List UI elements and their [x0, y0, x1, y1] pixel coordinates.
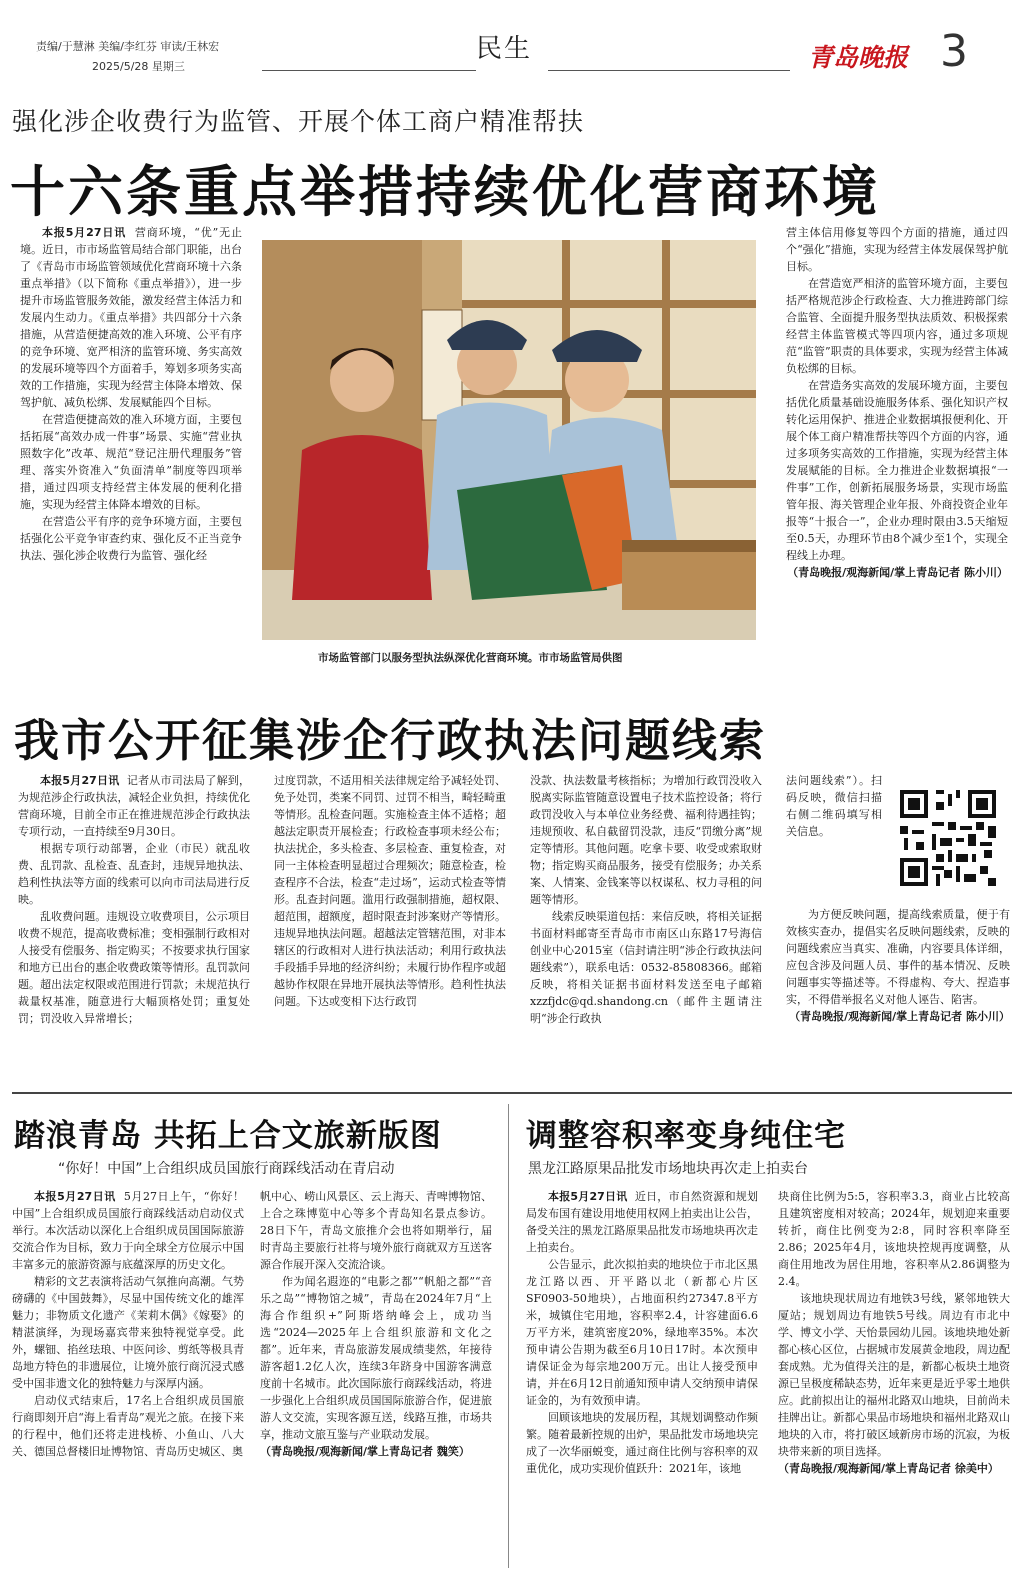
article3-paragraph: 作为闻名遐迩的“电影之都”“帆船之都”“音乐之岛”“博物馆之城”，青岛在2024年7月“上海合作组织+”阿斯塔纳峰会上，成功当选“2024—2025年上合组织旅游和文化之都”。近年来，青岛旅游发展成绩斐然，年接待游客超1.2亿人次，连续3年跻身中国游客满意度前十名城市。此次国际旅行商踩线活动，将进一步强化上合组织成员国国际旅游合作，促进旅游人文交流，实现客源互送，线路互推，市场共享，推动文旅互鉴与产业联动发展。: [260, 1275, 492, 1441]
masthead-rule-right: [548, 70, 790, 71]
article4-col-1: [526, 1188, 758, 1568]
article1-paragraph: 在营造公平有序的竞争环境方面，主要包括强化公平竞争审查约束、强化反不正当竞争执法、强化涉企收费行为监管、强化经: [20, 515, 242, 562]
section-title: 民生: [476, 34, 533, 64]
article3-dateline: 本报5月27日讯: [34, 1190, 116, 1203]
paper-logo: 青岛晚报: [808, 43, 909, 72]
article1-col-left: [20, 224, 242, 670]
editors-line: 责编/于慧淋 美编/李红芬 审读/王林宏: [36, 40, 220, 53]
article1-byline: （青岛晚报/观海新闻/掌上青岛记者 陈小川）: [787, 566, 1008, 579]
article3-col-1: [12, 1188, 244, 1568]
article2-paragraph: 过度罚款，不适用相关法律规定给予减轻处罚、免予处罚，类案不同罚、过罚不相当，畸轻畸重等情形。乱检查问题。实施检查主体不适格；超越法定职责开展检查；行政检查事项未经公布；执法扰企，多头检查、多层检查、重复检查，对同一主体检查明显超过合理频次；随意检查，检查程序不合法，检查“走过场”，运动式检查等情形。乱查封问题。滥用行政强制措施，超权限、超范围，超额度，超时限查封涉案财产等情形。违规异地执法问题。超越法定管辖范围，对非本辖区的行政相对人进行执法活动；利用行政执法手段插手异地的经济纠纷；未履行协作程序或超越协作权限在异地开展执法等情形。趋利性执法问题。下达或变相下达行政罚: [274, 774, 506, 1008]
article2-paragraph: 线索反映渠道包括：来信反映，将相关证据书面材料邮寄至青岛市市南区山东路17号海信创业中心2015室（信封请注明“涉企行政执法问题线索”），联系电话：0532-85808366。邮箱反映，将相关证据书面材料发送至电子邮箱xzzfjdc@qd.shandong.cn（邮件主题请注明“涉企行政执: [530, 910, 762, 1025]
article1-paragraph: 在营造宽严相济的监管环境方面，主要包括严格规范涉企行政检查、大力推进跨部门综合监管、全面提升服务型执法质效、积极探索经营主体监管模式等四项内容，通过多项规范“监管”职责的具体要求，实现为经营主体减负松绑的目标。: [786, 277, 1008, 375]
qr-code[interactable]: [896, 786, 1000, 890]
article2-col-3: [530, 772, 762, 1074]
article4-subheadline: 黑龙江路原果品批发市场地块再次走上拍卖台: [528, 1161, 808, 1177]
article1-kicker: 强化涉企收费行为监管、开展个体工商户精准帮扶: [12, 107, 585, 136]
article1-headline: 十六条重点举措持续优化营商环境: [10, 160, 881, 224]
article3-paragraph: 启动仪式结束后，17名上合组织成员国旅行商即刻开启“海上看青岛”观光之旅。在接下来的行程中，他们还将走进栈桥、小鱼山、八大关、德国总督楼旧址博物馆、青岛历史城区、奥: [12, 1394, 244, 1458]
article3-subheadline: “你好！中国”上合组织成员国旅行商踩线活动在青启动: [58, 1161, 395, 1177]
article4-dateline: 本报5月27日讯: [548, 1190, 628, 1203]
article1-photo-caption: 市场监管部门以服务型执法纵深优化营商环境。市市场监管局供图: [318, 652, 623, 664]
article2-paragraph: 为方便反映问题，提高线索质量，便于有效核实查办，提倡实名反映问题线索，反映的问题线索应当真实、准确，内容要具体详细，应包含涉及问题人员、事件的基本情况、反映问题事实等描述等。不得虚构、夸大、捏造事实，不得借举报名义对他人诬告、陷害。: [786, 908, 1010, 1006]
article4-paragraph: 回顾该地块的发展历程，其规划调整动作频繁。随着最新控规的出炉，果品批发市场地块完成了一次华丽蜕变，通过商住比例与容积率的双重优化，成功实现价值跃升：2021年，该地: [526, 1411, 758, 1475]
article1-paragraph: 在营造务实高效的发展环境方面，主要包括优化质量基础设施服务体系、强化知识产权转化运用保护、推进企业数据填报便利化、开展个体工商户精准帮扶等四个方面的内容，通过多项务实高效的工作措施，实现为经营主体发展赋能的目标。全力推进企业数据填报“一件事”工作，创新拓展服务场景，实现市场监管年报、海关管理企业年报、外商投资企业年报等“十报合一”，企业办理时限由3.5天缩短至0.5天，办理环节由8个减少至1个，实现全程线上办理。: [786, 379, 1008, 562]
article3-byline: （青岛晚报/观海新闻/掌上青岛记者 魏笑）: [260, 1445, 470, 1458]
article4-headline: 调整容积率变身纯住宅: [526, 1118, 846, 1154]
article3-paragraph: 帆中心、崂山风景区、云上海天、青啤博物馆、上合之珠博览中心等多个青岛知名景点参访。28日下午，青岛文旅推介会也将如期举行，届时青岛主要旅行社将与境外旅行商就双方互送客源合作展开深入交流洽谈。: [260, 1190, 492, 1271]
masthead-rule-left: [262, 70, 476, 71]
article2-headline: 我市公开征集涉企行政执法问题线索: [14, 714, 767, 767]
article3-col-2: [260, 1188, 492, 1568]
article2-paragraph: 记者从市司法局了解到，为规范涉企行政执法，减轻企业负担，持续优化营商环境，目前全市正在推进规范涉企行政执法专项行动，一直持续至9月30日。: [18, 774, 250, 838]
article3-headline: 踏浪青岛 共拓上合文旅新版图: [14, 1118, 442, 1154]
article3-paragraph: 5月27日上午，“你好！中国”上合组织成员国旅行商踩线活动启动仪式举行。本次活动以深化上合组织成员国国际旅游交流合作为目标，致力于向全球全方位展示中国丰富多元的旅游资源与底蕴深厚的历史文化。: [12, 1190, 244, 1271]
article4-paragraph: 近日，市自然资源和规划局发布国有建设用地使用权网上拍卖出让公告，备受关注的黑龙江路原果品批发市场地块再次走上拍卖台。: [526, 1190, 758, 1254]
article1-paragraph: 营商环境，“优”无止境。近日，市市场监管局结合部门职能，出台了《青岛市市场监管领域优化营商环境十六条重点举措》（以下简称《重点举措》），进一步提升市场监管服务效能，激发经营主体活力和发展内生动力。《重点举措》共四部分十六条措施，从营造便捷高效的准入环境、公平有序的竞争环境、宽严相济的监管环境、务实高效的发展环境等四个方面着手，筹划多项务实高效的工作措施，实现为经营主体降本增效、保驾护航、减负松绑、发展赋能四个目标。: [20, 226, 242, 409]
article2-dateline: 本报5月27日讯: [40, 774, 120, 787]
article2-col-4-top: [786, 772, 882, 900]
article1-paragraph: 在营造便捷高效的准入环境方面，主要包括拓展“高效办成一件事”场景、实施“营业执照数字化”改革、规范“登记注册代理服务”管理、落实外资准入“负面清单”制度等四项举措，通过四项支持经营主体发展的便利化措施，实现为经营主体降本增效的目标。: [20, 413, 242, 511]
article2-col-4-bottom: [786, 906, 1010, 1070]
article4-paragraph: 该地块现状周边有地铁3号线，紧邻地铁大厦站；规划周边有地铁5号线。周边有市北中学、博文小学、天怡景园幼儿园。该地块地处新都心核心区位，占据城市发展黄金地段，周边配套成熟。尤为值得关注的是，新都心板块土地资源已呈极度稀缺态势，近年来更是近乎零土地供应。此前拟出让的福州北路双山地块，目前尚未挂牌出让。新都心果品市场地块和福州北路双山地块的入市，将打破区域新房市场的沉寂，为板块带来新的项目选择。: [778, 1292, 1010, 1458]
page-number: 3: [940, 26, 968, 77]
column-divider: [508, 1104, 509, 1568]
article4-col-2: [778, 1188, 1010, 1568]
article1-dateline: 本报5月27日讯: [42, 226, 127, 239]
article2-paragraph: 没款、执法数量考核指标；为增加行政罚没收入脱离实际监管随意设置电子技术监控设备；将行政罚没收入与本单位业务经费、福利待遇挂钩；违规预收、私自截留罚没款，违反“罚缴分离”规定等情形。其他问题。吃拿卡要、收受或索取财物；指定购买商品服务，接受有偿服务；办关系案、人情案、金钱案等以权谋私、权力寻租的问题等情形。: [530, 774, 762, 906]
article1-photo: [262, 240, 756, 640]
article1-col-right: [786, 224, 1008, 670]
article2-paragraph: 法问题线索”）。扫码反映，微信扫描右侧二维码填写相关信息。: [786, 774, 882, 838]
article1-paragraph: 营主体信用修复等四个方面的措施，通过四个“强化”措施，实现为经营主体发展保驾护航目标。: [786, 226, 1008, 273]
article2-paragraph: 根据专项行动部署，企业（市民）就乱收费、乱罚款、乱检查、乱查封，违规异地执法、趋利性执法等方面的线索可以向市司法局进行反映。: [18, 842, 250, 906]
article2-paragraph: 乱收费问题。违规设立收费项目，公示项目收费不规范，提高收费标准；变相强制行政相对人接受有偿服务、指定购买；不按要求执行国家和地方已出台的惠企收费政策等情形。乱罚款问题。超出法定权限或范围进行罚款；未规范执行裁量权基准，随意进行大幅顶格处罚；重复处罚；罚没收入异常增长；: [18, 910, 250, 1025]
article4-paragraph: 块商住比例为5:5，容积率3.3，商业占比较高且建筑密度相对较高；2024年，规划迎来重要转折，商住比例变为2:8，同时容积率降至2.86；2025年4月，该地块控规再度调整，从商住用地改为居住用地，容积率从2.86调整为2.4。: [778, 1190, 1010, 1288]
date-line: 2025/5/28 星期三: [92, 60, 185, 73]
article3-paragraph: 精彩的文艺表演将活动气氛推向高潮。气势磅礴的《中国鼓舞》，尽显中国传统文化的雄浑魅力；非物质文化遗产《茉莉木偶》《嫁娶》的精湛演绎，为现场嘉宾带来独特视觉享受。此外，螺钿、掐丝珐琅、中医问诊、剪纸等极具青岛地方特色的非遗展位，让境外旅行商沉浸式感受中国非遗文化的独特魅力与深厚内涵。: [12, 1275, 244, 1390]
section-divider: [12, 1092, 1012, 1094]
article4-paragraph: 公告显示，此次拟拍卖的地块位于市北区黑龙江路以西、开平路以北（新都心片区SF0903-50地块），占地面积约27347.8平方米，城镇住宅用地，容积率2.4，计容建面6.6万平方米，建筑密度20%，绿地率35%。本次预申请公告期为截至6月10日17时。本次预申请保证金为每宗地200万元。出让人接受预申请，并在6月12日前通知预申请人交纳预申请保证金的，为有效预申请。: [526, 1258, 758, 1407]
article4-byline: （青岛晚报/观海新闻/掌上青岛记者 徐美中）: [778, 1462, 999, 1475]
article2-col-2: [274, 772, 506, 1074]
article2-byline: （青岛晚报/观海新闻/掌上青岛记者 陈小川）: [789, 1010, 1010, 1023]
article2-col-1: [18, 772, 250, 1074]
